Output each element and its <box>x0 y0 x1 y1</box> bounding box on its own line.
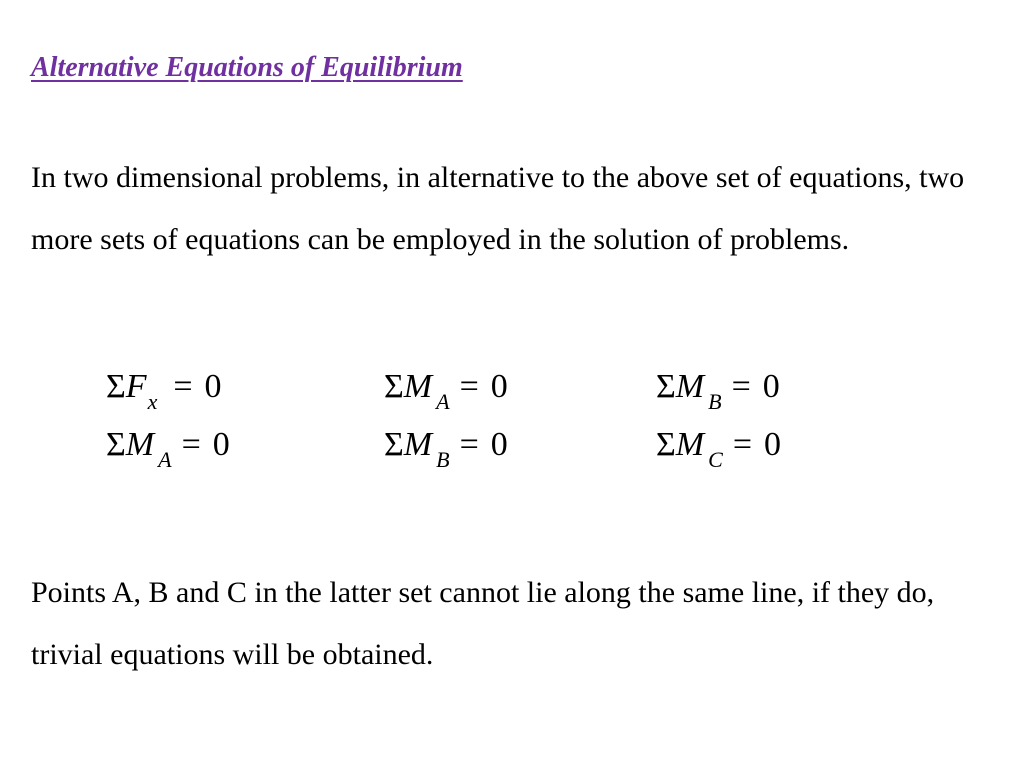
equation-variable: M <box>675 426 705 463</box>
equation-subscript: A <box>436 389 450 414</box>
equals-sign: = <box>181 426 201 463</box>
equation-variable: M <box>403 368 433 405</box>
equation-variable: F <box>125 368 147 405</box>
intro-paragraph: In two dimensional problems, in alternative to the above set of equations, two more sets of equations can be employed in the solution of problems. <box>31 161 965 256</box>
equation-sum-fx <box>106 365 222 412</box>
equation-subscript: B <box>436 447 450 472</box>
sigma-symbol: Σ <box>106 426 126 463</box>
equation-value: 0 <box>212 426 230 463</box>
sigma-symbol: Σ <box>656 368 676 405</box>
equation-sum-mc <box>656 423 781 470</box>
equation-variable: M <box>675 368 705 405</box>
equation-row-2 <box>0 423 1024 473</box>
equation-sum-mb <box>656 365 780 412</box>
equation-value: 0 <box>762 368 780 405</box>
equation-value: 0 <box>764 426 781 463</box>
sigma-symbol: Σ <box>106 368 126 405</box>
sigma-symbol: Σ <box>384 426 404 463</box>
equation-sum-ma <box>106 423 230 470</box>
equation-row-1 <box>0 365 1024 415</box>
sigma-symbol: Σ <box>384 368 404 405</box>
equation-subscript: A <box>158 447 172 472</box>
equals-sign: = <box>459 368 479 405</box>
equation-sum-ma <box>384 365 508 412</box>
equation-variable: M <box>125 426 155 463</box>
equation-subscript: x <box>147 389 158 414</box>
equation-subscript: B <box>708 389 722 414</box>
equals-sign: = <box>731 368 751 405</box>
equals-sign: = <box>459 426 479 463</box>
sigma-symbol: Σ <box>656 426 676 463</box>
note-paragraph: Points A, B and C in the latter set cannot lie along the same line, if they do, trivial equations will be obtained. <box>31 576 935 671</box>
slide-title: Alternative Equations of Equilibrium <box>31 52 463 83</box>
equation-value: 0 <box>490 426 508 463</box>
equation-sum-mb <box>384 423 508 470</box>
equals-sign: = <box>732 426 752 463</box>
equation-value: 0 <box>204 368 222 405</box>
equals-sign: = <box>173 368 193 405</box>
equation-subscript: C <box>708 447 723 472</box>
equation-value: 0 <box>490 368 508 405</box>
equation-variable: M <box>403 426 433 463</box>
